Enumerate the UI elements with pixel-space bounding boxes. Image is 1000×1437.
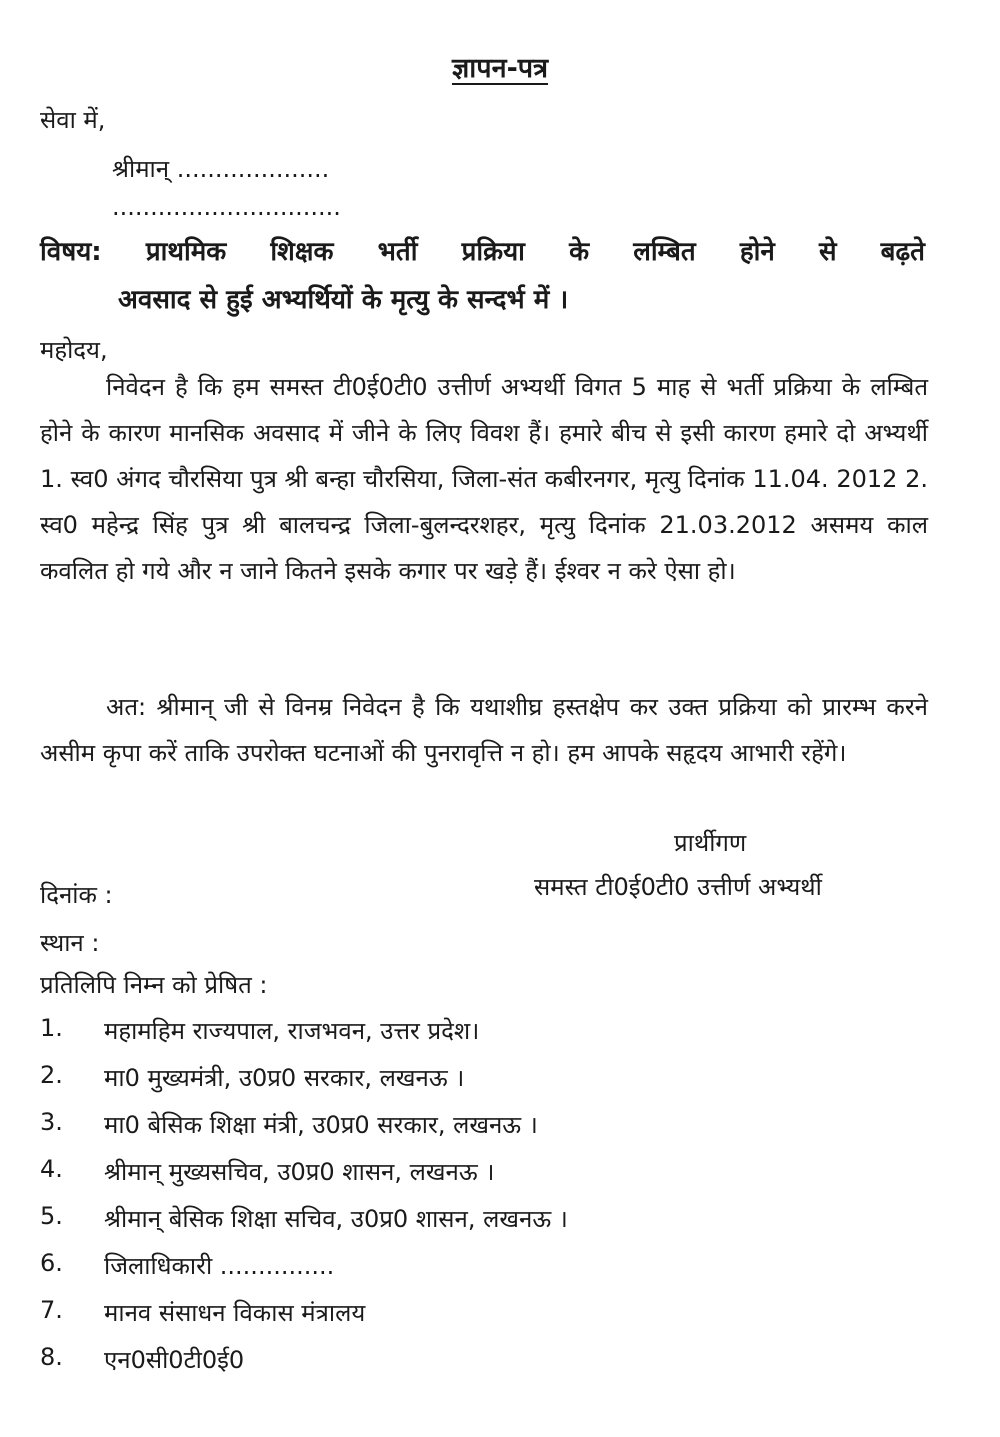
- list-item-text: मा0 मुख्यमंत्री, उ0प्र0 सरकार, लखनऊ ।: [104, 1064, 465, 1092]
- list-item: [40, 1196, 940, 1243]
- list-item: [40, 1102, 940, 1149]
- addressee-line-2: ..............................: [112, 193, 341, 221]
- list-item: [40, 1337, 940, 1384]
- addressee: श्रीमान् ....................: [112, 155, 330, 183]
- petitioners-name: समस्त टी0ई0टी0 उत्तीर्ण अभ्यर्थी: [534, 873, 822, 901]
- list-item: [40, 1055, 940, 1102]
- copy-list: [40, 1008, 940, 1384]
- list-item-text: जिलाधिकारी ...............: [104, 1252, 335, 1280]
- subject: [40, 228, 925, 324]
- list-item-number: 5.: [40, 1202, 63, 1230]
- paragraph-2: अत: श्रीमान् जी से विनम्र निवेदन है कि यथाशीघ्र हस्तक्षेप कर उक्त प्रक्रिया को प्रारम्भ करने असीम कृपा करें ताकि उपरोक्त घटनाओं की पुनरावृत्ति न हो। हम आपके सहृदय आभारी रहेंगे।: [40, 693, 928, 767]
- list-item: [40, 1149, 940, 1196]
- place-label: स्थान :: [40, 929, 100, 957]
- subject-line-2: अवसाद से हुई अभ्यर्थियों के मृत्यु के सन्दर्भ में ।: [118, 285, 569, 315]
- paragraph-1: निवेदन है कि हम समस्त टी0ई0टी0 उत्तीर्ण अभ्यर्थी विगत 5 माह से भर्ती प्रक्रिया के लम्बित होने के कारण मानसिक अवसाद में जीने के लिए विवश हैं। हमारे बीच से इसी कारण हमारे दो अभ्यर्थी 1. स्व0 अंगद चौरसिया पुत्र श्री बन्हा चौरसिया, जिला-संत कबीरनगर, मृत्यु दिनांक 11.04. 2012 2. स्व0 महेन्द्र सिंह पुत्र श्री बालचन्द्र जिला-बुलन्दरशहर, मृत्यु दिनांक 21.03.2012 असमय काल कवलित हो गये और न जाने कितने इसके कगार पर खड़े हैं। ईश्वर न करे ऐसा हो।: [40, 373, 928, 585]
- list-item-text: मानव संसाधन विकास मंत्रालय: [104, 1299, 366, 1327]
- copy-heading: प्रतिलिपि निम्न को प्रेषित :: [40, 971, 268, 999]
- list-item-number: 6.: [40, 1249, 63, 1277]
- list-item-number: 1.: [40, 1014, 63, 1042]
- date-label: दिनांक :: [40, 881, 113, 909]
- subject-line-1: प्राथमिक शिक्षक भर्ती प्रक्रिया के लम्बित होने से बढ़ते: [145, 237, 925, 267]
- list-item-number: 2.: [40, 1061, 63, 1089]
- salutation-to: सेवा में,: [40, 106, 106, 134]
- greeting: महोदय,: [40, 336, 108, 364]
- list-item: [40, 1008, 940, 1055]
- list-item-number: 4.: [40, 1155, 63, 1183]
- document-title: ज्ञापन-पत्र: [451, 53, 549, 84]
- subject-label: विषय:: [40, 237, 102, 267]
- list-item: [40, 1243, 940, 1290]
- list-item: [40, 1290, 940, 1337]
- list-item-number: 7.: [40, 1296, 63, 1324]
- list-item-number: 8.: [40, 1343, 63, 1371]
- list-item-text: श्रीमान् बेसिक शिक्षा सचिव, उ0प्र0 शासन, लखनऊ ।: [104, 1205, 568, 1233]
- petitioners-label: प्रार्थीगण: [674, 829, 747, 857]
- list-item-number: 3.: [40, 1108, 63, 1136]
- list-item-text: श्रीमान् मुख्यसचिव, उ0प्र0 शासन, लखनऊ ।: [104, 1158, 495, 1186]
- list-item-text: मा0 बेसिक शिक्षा मंत्री, उ0प्र0 सरकार, लखनऊ ।: [104, 1111, 538, 1139]
- list-item-text: एन0सी0टी0ई0: [104, 1346, 245, 1374]
- list-item-text: महामहिम राज्यपाल, राजभवन, उत्तर प्रदेश।: [104, 1017, 480, 1045]
